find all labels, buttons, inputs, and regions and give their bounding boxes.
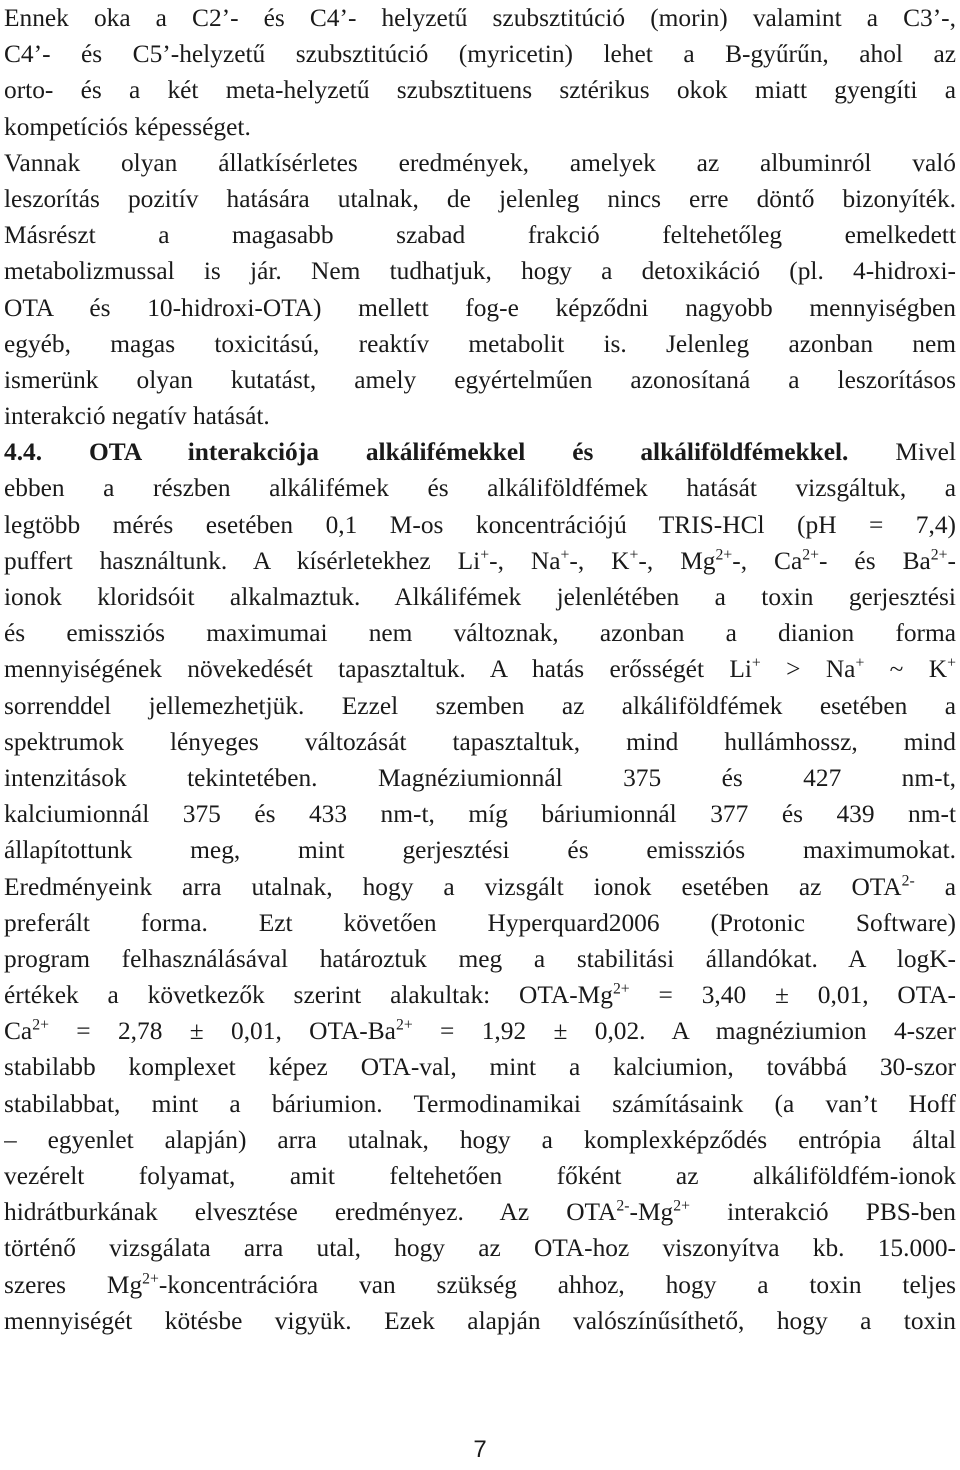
text-line: ebben a részben alkálifémek és alkáliföldfémek hatását vizsgáltuk, a (4, 474, 956, 503)
text-line (4, 1267, 956, 1303)
text-line: állapítottunk meg, mint gerjesztési és emissziós maximumokat. (4, 836, 956, 865)
section-heading-line (4, 434, 956, 470)
text-line: kompetíciós képességet. (4, 112, 251, 141)
text-line: – egyenlet alapján) arra utalnak, hogy a komplexképződés entrópia által (4, 1125, 956, 1154)
text-line: leszorítás pozitív hatására utalnak, de jelenleg nincs erre döntő bizonyíték. (4, 184, 956, 213)
superscript: 2+ (802, 546, 819, 564)
text-line: történő vizsgálata arra utal, hogy az OTA-hoz viszonyítva kb. 15.000- (4, 1234, 956, 1263)
text-fragment: -, Na (489, 546, 561, 575)
text-fragment: -, K (569, 546, 630, 575)
text-fragment: puffert használtunk. A kísérletekhez Li (4, 546, 481, 575)
page-number: 7 (473, 1436, 487, 1463)
text-line: interakció negatív hatását. (4, 402, 270, 431)
superscript: + (855, 654, 865, 672)
text-line: metabolizmussal is jár. Nem tudhatjuk, hogy a detoxikáció (pl. 4-hidroxi- (4, 257, 956, 286)
text-line: program felhasználásával határoztuk meg a stabilitási állandókat. A logK- (4, 944, 956, 973)
superscript: 2+ (612, 980, 630, 998)
text-line: orto- és a két meta-helyzetű szubsztituens sztérikus okok miatt gyengíti a (4, 76, 956, 105)
text-line (4, 543, 956, 579)
document-page (4, 0, 956, 1339)
superscript: 2+ (32, 1016, 49, 1034)
superscript: 2+ (930, 546, 948, 564)
text-fragment: - és Ba (818, 546, 931, 575)
text-line: vezérelt folyamat, amit feltehetően főként az alkáliföldfém-ionok (4, 1162, 956, 1190)
superscript: 2- (616, 1197, 630, 1215)
text-fragment: - (947, 546, 956, 575)
text-line (4, 977, 956, 1013)
text-fragment: ~ K (864, 655, 948, 684)
text-fragment: értékek a következők szerint alakultak: OTA-Mg (4, 981, 613, 1010)
text-line: stabilabb komplexet képez OTA-val, mint a kalciumion, továbbá 30-szor (4, 1053, 956, 1082)
text-fragment: interakció PBS-ben (689, 1198, 956, 1227)
text-line: intenzitások tekintetében. Magnéziumionnál 375 és 427 nm-t, (4, 763, 956, 792)
superscript: + (629, 546, 639, 564)
paragraph-albumin (4, 0, 956, 434)
text-line: OTA és 10-hidroxi-OTA) mellett fog-e képződni nagyobb mennyiségben (4, 293, 956, 322)
superscript: + (480, 546, 490, 564)
text-fragment: Ca (4, 1017, 33, 1046)
text-fragment: = 1,92 ± 0,02. A magnéziumion 4-szer (412, 1017, 956, 1046)
superscript: + (751, 654, 761, 672)
text-line: mennyiségét kötésbe vigyük. Ezek alapján valószínűsíthető, hogy a toxin (4, 1306, 956, 1335)
text-line: legtöbb mérés esetében 0,1 M-os koncentrációjú TRIS-HCl (pH = 7,4) (4, 510, 956, 539)
superscript: + (560, 546, 570, 564)
text-line (4, 1013, 956, 1049)
text-line: egyéb, magas toxicitású, reaktív metabolit is. Jelenleg azonban nem (4, 329, 956, 358)
text-line: Vannak olyan állatkísérletes eredmények, amelyek az albuminról való (4, 148, 956, 177)
text-line: Másrészt a magasabb szabad frakció feltehetőleg emelkedett (4, 221, 956, 250)
superscript: 2+ (673, 1197, 690, 1215)
text-fragment: -, Ca (732, 546, 803, 575)
text-line (4, 1194, 956, 1230)
text-fragment: -koncentrációra van szükség ahhoz, hogy a toxin teljes (158, 1270, 956, 1299)
text-fragment: Mivel (848, 438, 956, 467)
text-fragment: szeres Mg (4, 1270, 143, 1299)
text-line: kalciumionnál 375 és 433 nm-t, míg báriumionnál 377 és 439 nm-t (4, 800, 956, 829)
text-line: Ennek oka a C2’- és C4’- helyzetű szubsztitúció (morin) valamint a C3’-, (4, 4, 956, 32)
superscript: 2+ (715, 546, 733, 564)
text-fragment: mennyiségének növekedését tapasztaltuk. A hatás erősségét Li (4, 655, 752, 684)
text-fragment: a (914, 872, 956, 901)
text-line: ionok kloridsóit alkalmaztuk. Alkálifémek jelenlétében a toxin gerjesztési (4, 583, 956, 611)
text-line (4, 651, 956, 687)
text-fragment: = 3,40 ± 0,01, OTA- (629, 981, 956, 1010)
text-line: C4’- és C5’-helyzetű szubsztitúció (myricetin) lehet a B-gyűrűn, ahol az (4, 40, 956, 69)
superscript: + (947, 654, 956, 672)
text-fragment: > Na (760, 655, 856, 684)
text-line: ismerünk olyan kutatást, amely egyértelműen azonosítaná a leszorításos (4, 365, 956, 394)
section-heading: 4.4. OTA interakciója alkálifémekkel és alkáliföldfémekkel. (4, 438, 849, 467)
superscript: 2+ (395, 1016, 413, 1034)
text-fragment: hidrátburkának elvesztése eredményez. Az OTA (4, 1198, 617, 1227)
section-4-4 (4, 434, 956, 1339)
text-fragment: -Mg (629, 1198, 674, 1227)
text-line: preferált forma. Ezt követően Hyperquard2006 (Protonic Software) (4, 908, 956, 937)
text-fragment: -, Mg (638, 546, 716, 575)
text-line: és emissziós maximumai nem változnak, azonban a dianion forma (4, 619, 956, 648)
text-line (4, 869, 956, 905)
text-fragment: Eredményeink arra utalnak, hogy a vizsgált ionok esetében az OTA (4, 872, 902, 901)
superscript: 2- (901, 871, 915, 889)
superscript: 2+ (142, 1269, 159, 1287)
text-line: sorrenddel jellemezhetjük. Ezzel szemben az alkáliföldfémek esetében a (4, 691, 956, 720)
text-line: spektrumok lényeges változását tapasztaltuk, mind hullámhossz, mind (4, 727, 956, 756)
text-fragment: = 2,78 ± 0,01, OTA-Ba (48, 1017, 396, 1046)
text-line: stabilabbat, mint a báriumion. Termodinamikai számításaink (a van’t Hoff (4, 1089, 956, 1118)
